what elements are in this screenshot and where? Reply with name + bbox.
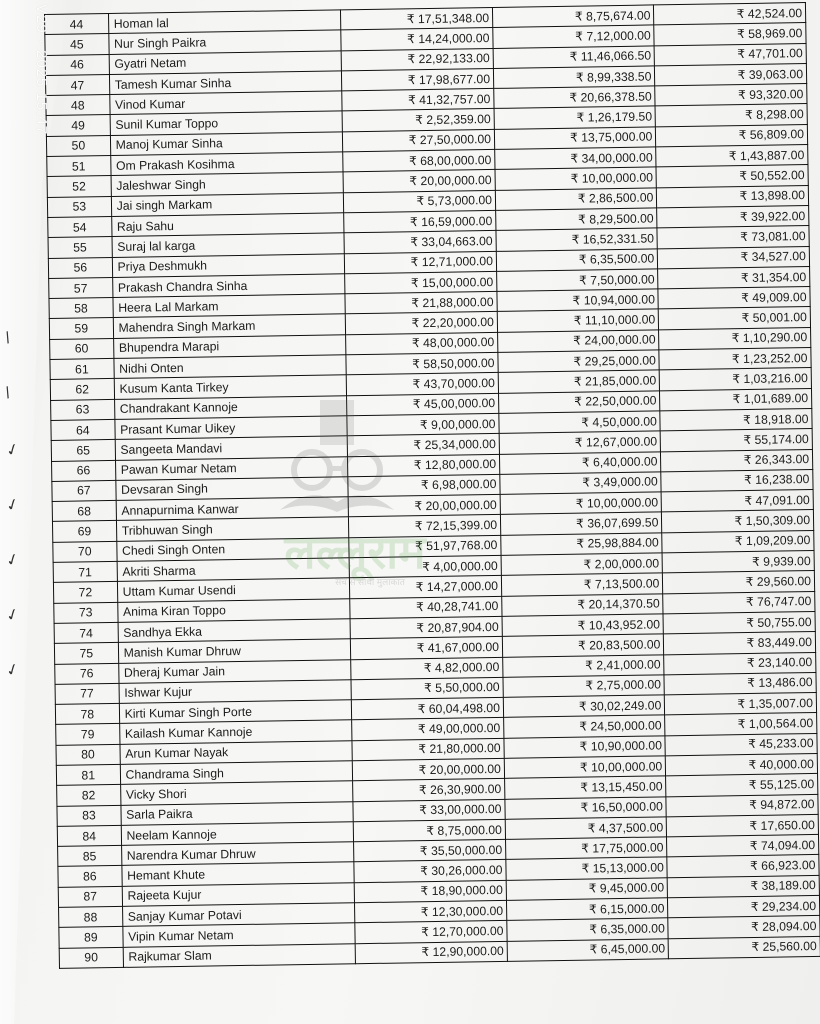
half-amount-cell: ₹ 21,85,000.00 <box>498 370 660 393</box>
third-amount-cell: ₹ 1,00,564.00 <box>665 713 817 736</box>
third-amount-cell: ₹ 18,918.00 <box>660 408 812 431</box>
name-cell: Chedi Singh Onten <box>116 537 349 561</box>
amount-cell: ₹ 49,00,000.00 <box>352 718 504 741</box>
half-amount-cell: ₹ 20,66,378.50 <box>494 86 656 109</box>
third-amount-cell: ₹ 55,174.00 <box>660 429 812 452</box>
half-amount-cell: ₹ 4,50,000.00 <box>499 411 661 434</box>
half-amount-cell: ₹ 6,15,000.00 <box>506 898 668 921</box>
third-amount-cell: ₹ 1,23,252.00 <box>659 348 811 371</box>
amount-cell: ₹ 20,00,000.00 <box>343 170 495 193</box>
amount-cell: ₹ 15,00,000.00 <box>345 271 497 294</box>
serial-number-cell: 86 <box>58 866 122 887</box>
name-cell: Mahendra Singh Markam <box>113 314 346 338</box>
third-amount-cell: ₹ 66,923.00 <box>667 855 819 878</box>
amount-cell: ₹ 41,67,000.00 <box>350 637 502 660</box>
name-cell: Vicky Shori <box>120 781 353 805</box>
third-amount-cell: ₹ 34,527.00 <box>658 246 810 269</box>
name-cell: Chandrakant Kannoje <box>114 395 347 419</box>
name-cell: Vipin Kumar Netam <box>122 923 355 947</box>
name-cell: Manish Kumar Dhruw <box>118 639 351 663</box>
amount-cell: ₹ 48,00,000.00 <box>345 332 497 355</box>
half-amount-cell: ₹ 20,83,500.00 <box>502 634 664 657</box>
tick-mark: ✓ <box>3 660 23 681</box>
half-amount-cell: ₹ 6,35,000.00 <box>507 918 669 941</box>
name-cell: Sangeeta Mandavi <box>115 436 348 460</box>
serial-number-cell: 58 <box>49 298 113 319</box>
amount-cell: ₹ 12,71,000.00 <box>344 251 496 274</box>
third-amount-cell: ₹ 1,01,689.00 <box>660 388 812 411</box>
third-amount-cell: ₹ 50,552.00 <box>656 165 808 188</box>
half-amount-cell: ₹ 7,13,500.00 <box>501 573 663 596</box>
serial-number-cell: 56 <box>48 257 112 278</box>
third-amount-cell: ₹ 49,009.00 <box>658 287 810 310</box>
third-amount-cell: ₹ 39,922.00 <box>657 205 809 228</box>
name-cell: Chandrama Singh <box>120 761 353 785</box>
half-amount-cell: ₹ 29,25,000.00 <box>498 350 660 373</box>
name-cell: Uttam Kumar Usendi <box>117 578 350 602</box>
amount-cell: ₹ 21,88,000.00 <box>345 292 497 315</box>
half-amount-cell: ₹ 8,75,674.00 <box>492 5 654 28</box>
name-cell: Dheraj Kumar Jain <box>118 659 351 683</box>
third-amount-cell: ₹ 29,560.00 <box>663 571 815 594</box>
third-amount-cell: ₹ 94,872.00 <box>666 794 818 817</box>
serial-number-cell: 76 <box>55 663 119 684</box>
name-cell: Manoj Kumar Sinha <box>110 132 343 156</box>
third-amount-cell: ₹ 1,10,290.00 <box>659 327 811 350</box>
name-cell: Kirti Kumar Singh Porte <box>119 700 352 724</box>
half-amount-cell: ₹ 6,45,000.00 <box>507 938 669 961</box>
serial-number-cell: 61 <box>50 358 114 379</box>
third-amount-cell: ₹ 58,969.00 <box>654 23 806 46</box>
third-amount-cell: ₹ 50,001.00 <box>659 307 811 330</box>
half-amount-cell: ₹ 10,00,000.00 <box>500 492 662 515</box>
amount-cell: ₹ 14,27,000.00 <box>349 576 501 599</box>
half-amount-cell: ₹ 34,00,000.00 <box>495 147 657 170</box>
half-amount-cell: ₹ 12,67,000.00 <box>499 431 661 454</box>
amount-cell: ₹ 58,50,000.00 <box>346 352 498 375</box>
amount-cell: ₹ 30,26,000.00 <box>354 860 506 883</box>
serial-number-cell: 83 <box>57 805 121 826</box>
third-amount-cell: ₹ 40,000.00 <box>666 753 818 776</box>
half-amount-cell: ₹ 2,75,000.00 <box>503 675 665 698</box>
name-cell: Rajkumar Slam <box>123 943 356 967</box>
amount-cell: ₹ 4,82,000.00 <box>351 657 503 680</box>
half-amount-cell: ₹ 20,14,370.50 <box>502 593 664 616</box>
serial-number-cell: 90 <box>59 947 123 968</box>
half-amount-cell: ₹ 11,10,000.00 <box>497 309 659 332</box>
half-amount-cell: ₹ 17,75,000.00 <box>506 837 668 860</box>
serial-number-cell: 65 <box>51 440 115 461</box>
serial-number-cell: 50 <box>46 135 110 156</box>
amount-cell: ₹ 6,98,000.00 <box>348 474 500 497</box>
name-cell: Heera Lal Markam <box>113 294 346 318</box>
serial-number-cell: 85 <box>58 846 122 867</box>
half-amount-cell: ₹ 16,50,000.00 <box>505 796 667 819</box>
third-amount-cell: ₹ 9,939.00 <box>662 550 814 573</box>
half-amount-cell: ₹ 10,00,000.00 <box>495 167 657 190</box>
serial-number-cell: 73 <box>54 602 118 623</box>
third-amount-cell: ₹ 74,094.00 <box>667 835 819 858</box>
serial-number-cell: 70 <box>53 541 117 562</box>
half-amount-cell: ₹ 7,50,000.00 <box>497 269 659 292</box>
amount-cell: ₹ 40,28,741.00 <box>350 596 502 619</box>
tick-mark: ✓ <box>3 440 23 461</box>
third-amount-cell: ₹ 23,140.00 <box>664 652 816 675</box>
half-amount-cell: ₹ 15,13,000.00 <box>506 857 668 880</box>
half-amount-cell: ₹ 13,15,450.00 <box>505 776 667 799</box>
half-amount-cell: ₹ 22,50,000.00 <box>498 391 660 414</box>
amount-cell: ₹ 21,80,000.00 <box>352 738 504 761</box>
serial-number-cell: 75 <box>54 643 118 664</box>
name-cell: Vinod Kumar <box>109 91 342 115</box>
half-amount-cell: ₹ 4,37,500.00 <box>505 817 667 840</box>
amount-cell: ₹ 33,04,663.00 <box>344 231 496 254</box>
name-cell: Neelam Kannoje <box>121 822 354 846</box>
third-amount-cell: ₹ 25,560.00 <box>668 936 820 959</box>
third-amount-cell: ₹ 42,524.00 <box>654 3 806 26</box>
name-cell: Sarla Paikra <box>121 801 354 825</box>
serial-number-cell: 53 <box>47 196 111 217</box>
third-amount-cell: ₹ 28,094.00 <box>668 916 820 939</box>
name-cell: Gyatri Netam <box>109 50 342 74</box>
name-cell: Jai singh Markam <box>111 192 344 216</box>
amount-cell: ₹ 41,32,757.00 <box>342 89 494 112</box>
serial-number-cell: 82 <box>57 785 121 806</box>
serial-number-cell: 69 <box>52 521 116 542</box>
name-cell: Priya Deshmukh <box>112 253 345 277</box>
third-amount-cell: ₹ 16,238.00 <box>661 469 813 492</box>
amount-cell: ₹ 20,00,000.00 <box>352 758 504 781</box>
name-cell: Devsaran Singh <box>115 477 348 501</box>
document-sheet <box>44 2 820 969</box>
name-cell: Anima Kiran Toppo <box>117 598 350 622</box>
tick-mark: ✓ <box>3 495 23 516</box>
third-amount-cell: ₹ 47,701.00 <box>654 43 806 66</box>
third-amount-cell: ₹ 17,650.00 <box>667 814 819 837</box>
half-amount-cell: ₹ 10,90,000.00 <box>504 736 666 759</box>
amount-cell: ₹ 14,24,000.00 <box>341 28 493 51</box>
serial-number-cell: 74 <box>54 622 118 643</box>
half-amount-cell: ₹ 30,02,249.00 <box>503 695 665 718</box>
serial-number-cell: 78 <box>55 704 119 725</box>
name-cell: Bhupendra Marapi <box>113 335 346 359</box>
name-cell: Kusum Kanta Tirkey <box>114 375 347 399</box>
half-amount-cell: ₹ 2,41,000.00 <box>503 654 665 677</box>
amount-cell: ₹ 4,00,000.00 <box>349 555 501 578</box>
serial-number-cell: 47 <box>45 74 109 95</box>
name-cell: Homan lal <box>108 10 341 34</box>
serial-number-cell: 67 <box>52 480 116 501</box>
half-amount-cell: ₹ 24,50,000.00 <box>504 715 666 738</box>
name-cell: Sandhya Ekka <box>118 619 351 643</box>
third-amount-cell: ₹ 38,189.00 <box>668 875 820 898</box>
serial-number-cell: 72 <box>53 582 117 603</box>
name-cell: Sanjay Kumar Potavi <box>122 903 355 927</box>
third-amount-cell: ₹ 93,320.00 <box>655 84 807 107</box>
name-cell: Pawan Kumar Netam <box>115 456 348 480</box>
third-amount-cell: ₹ 50,755.00 <box>663 611 815 634</box>
name-cell: Nidhi Onten <box>114 355 347 379</box>
amount-cell: ₹ 43,70,000.00 <box>346 373 498 396</box>
serial-number-cell: 48 <box>46 95 110 116</box>
amount-cell: ₹ 60,04,498.00 <box>351 697 503 720</box>
amount-cell: ₹ 17,98,677.00 <box>341 68 493 91</box>
serial-number-cell: 88 <box>59 906 123 927</box>
third-amount-cell: ₹ 45,233.00 <box>665 733 817 756</box>
name-cell: Annapurnima Kanwar <box>116 497 349 521</box>
third-amount-cell: ₹ 1,50,309.00 <box>662 510 814 533</box>
amount-cell: ₹ 9,00,000.00 <box>347 413 499 436</box>
tick-mark: ✓ <box>3 605 23 626</box>
half-amount-cell: ₹ 25,98,884.00 <box>501 533 663 556</box>
half-amount-cell: ₹ 10,94,000.00 <box>497 289 659 312</box>
serial-number-cell: 79 <box>56 724 120 745</box>
serial-number-cell: 55 <box>48 237 112 258</box>
tick-mark: / <box>3 329 14 348</box>
serial-number-cell: 64 <box>51 419 115 440</box>
half-amount-cell: ₹ 13,75,000.00 <box>494 127 656 150</box>
name-cell: Jaleshwar Singh <box>111 172 344 196</box>
half-amount-cell: ₹ 10,00,000.00 <box>504 756 666 779</box>
third-amount-cell: ₹ 31,354.00 <box>658 266 810 289</box>
watermark-text: लल्लूराम <box>284 525 426 579</box>
amount-cell: ₹ 17,51,348.00 <box>340 7 492 30</box>
serial-number-cell: 84 <box>57 825 121 846</box>
half-amount-cell: ₹ 8,99,338.50 <box>493 66 655 89</box>
serial-number-cell: 46 <box>45 54 109 75</box>
third-amount-cell: ₹ 1,09,209.00 <box>662 530 814 553</box>
serial-number-cell: 52 <box>47 176 111 197</box>
serial-number-cell: 62 <box>50 379 114 400</box>
third-amount-cell: ₹ 13,898.00 <box>657 185 809 208</box>
amount-cell: ₹ 33,00,000.00 <box>353 799 505 822</box>
serial-number-cell: 71 <box>53 561 117 582</box>
third-amount-cell: ₹ 76,747.00 <box>663 591 815 614</box>
tick-mark: / <box>3 384 14 403</box>
name-cell: Rajeeta Kujur <box>122 883 355 907</box>
name-cell: Ishwar Kujur <box>119 680 352 704</box>
serial-number-cell: 54 <box>48 216 112 237</box>
third-amount-cell: ₹ 47,091.00 <box>661 490 813 513</box>
third-amount-cell: ₹ 29,234.00 <box>668 895 820 918</box>
amount-cell: ₹ 26,30,900.00 <box>352 779 504 802</box>
third-amount-cell: ₹ 39,063.00 <box>655 63 807 86</box>
third-amount-cell: ₹ 73,081.00 <box>657 226 809 249</box>
camera-timestamp: V29 · 2025 15:47 <box>33 4 50 136</box>
amount-cell: ₹ 45,00,000.00 <box>346 393 498 416</box>
serial-number-cell: 80 <box>56 744 120 765</box>
third-amount-cell: ₹ 1,03,216.00 <box>660 368 812 391</box>
amount-cell: ₹ 12,70,000.00 <box>355 921 507 944</box>
serial-number-cell: 57 <box>49 277 113 298</box>
serial-number-cell: 63 <box>51 399 115 420</box>
amount-cell: ₹ 35,50,000.00 <box>353 840 505 863</box>
amount-cell: ₹ 18,90,000.00 <box>354 880 506 903</box>
amount-cell: ₹ 22,92,133.00 <box>341 48 493 71</box>
name-cell: Om Prakash Kosihma <box>110 152 343 176</box>
name-cell: Sunil Kumar Toppo <box>110 111 343 135</box>
amount-cell: ₹ 72,15,399.00 <box>348 515 500 538</box>
amount-cell: ₹ 27,50,000.00 <box>342 129 494 152</box>
tick-mark: ✓ <box>3 550 23 571</box>
serial-number-cell: 44 <box>45 13 109 34</box>
serial-number-cell: 45 <box>45 34 109 55</box>
margin-tick-marks <box>0 330 40 730</box>
amount-cell: ₹ 22,20,000.00 <box>345 312 497 335</box>
half-amount-cell: ₹ 2,86,500.00 <box>495 188 657 211</box>
third-amount-cell: ₹ 55,125.00 <box>666 774 818 797</box>
serial-number-cell: 81 <box>56 764 120 785</box>
half-amount-cell: ₹ 24,00,000.00 <box>498 330 660 353</box>
name-cell: Raju Sahu <box>111 213 344 237</box>
watermark-subtitle: सच से सीधी मुलाकात <box>335 577 405 587</box>
third-amount-cell: ₹ 26,343.00 <box>661 449 813 472</box>
amount-cell: ₹ 5,50,000.00 <box>351 677 503 700</box>
amount-cell: ₹ 20,87,904.00 <box>350 616 502 639</box>
serial-number-cell: 49 <box>46 115 110 136</box>
amount-cell: ₹ 25,34,000.00 <box>347 434 499 457</box>
name-cell: Nur Singh Paikra <box>108 30 341 54</box>
half-amount-cell: ₹ 16,52,331.50 <box>496 228 658 251</box>
name-cell: Hemant Khute <box>122 862 355 886</box>
name-cell: Kailash Kumar Kannoje <box>119 720 352 744</box>
third-amount-cell: ₹ 56,809.00 <box>656 124 808 147</box>
amount-cell: ₹ 68,00,000.00 <box>343 150 495 173</box>
third-amount-cell: ₹ 1,43,887.00 <box>656 145 808 168</box>
third-amount-cell: ₹ 13,486.00 <box>664 672 816 695</box>
half-amount-cell: ₹ 11,46,066.50 <box>493 46 655 69</box>
amount-cell: ₹ 20,00,000.00 <box>348 495 500 518</box>
half-amount-cell: ₹ 36,07,699.50 <box>500 512 662 535</box>
serial-number-cell: 87 <box>58 886 122 907</box>
beneficiary-table <box>44 2 820 969</box>
name-cell: Prasant Kumar Uikey <box>115 416 348 440</box>
serial-number-cell: 89 <box>59 927 123 948</box>
serial-number-cell: 51 <box>47 156 111 177</box>
serial-number-cell: 66 <box>52 460 116 481</box>
name-cell: Arun Kumar Nayak <box>120 740 353 764</box>
serial-number-cell: 77 <box>55 683 119 704</box>
amount-cell: ₹ 51,97,768.00 <box>349 535 501 558</box>
half-amount-cell: ₹ 3,49,000.00 <box>500 472 662 495</box>
name-cell: Tamesh Kumar Sinha <box>109 71 342 95</box>
amount-cell: ₹ 12,30,000.00 <box>354 900 506 923</box>
third-amount-cell: ₹ 1,35,007.00 <box>665 693 817 716</box>
serial-number-cell: 59 <box>49 318 113 339</box>
name-cell: Prakash Chandra Sinha <box>112 274 345 298</box>
amount-cell: ₹ 12,90,000.00 <box>355 941 507 964</box>
third-amount-cell: ₹ 83,449.00 <box>664 632 816 655</box>
half-amount-cell: ₹ 6,35,500.00 <box>496 248 658 271</box>
serial-number-cell: 68 <box>52 501 116 522</box>
half-amount-cell: ₹ 7,12,000.00 <box>493 25 655 48</box>
half-amount-cell: ₹ 6,40,000.00 <box>499 451 661 474</box>
half-amount-cell: ₹ 9,45,000.00 <box>506 878 668 901</box>
half-amount-cell: ₹ 10,43,952.00 <box>502 614 664 637</box>
name-cell: Narendra Kumar Dhruw <box>121 842 354 866</box>
amount-cell: ₹ 5,73,000.00 <box>343 190 495 213</box>
amount-cell: ₹ 16,59,000.00 <box>344 210 496 233</box>
serial-number-cell: 60 <box>50 338 114 359</box>
half-amount-cell: ₹ 8,29,500.00 <box>496 208 658 231</box>
amount-cell: ₹ 8,75,000.00 <box>353 819 505 842</box>
amount-cell: ₹ 12,80,000.00 <box>347 454 499 477</box>
name-cell: Tribhuwan Singh <box>116 517 349 541</box>
name-cell: Suraj lal karga <box>112 233 345 257</box>
half-amount-cell: ₹ 1,26,179.50 <box>494 106 656 129</box>
amount-cell: ₹ 2,52,359.00 <box>342 109 494 132</box>
third-amount-cell: ₹ 8,298.00 <box>655 104 807 127</box>
half-amount-cell: ₹ 2,00,000.00 <box>501 553 663 576</box>
name-cell: Akriti Sharma <box>117 558 350 582</box>
